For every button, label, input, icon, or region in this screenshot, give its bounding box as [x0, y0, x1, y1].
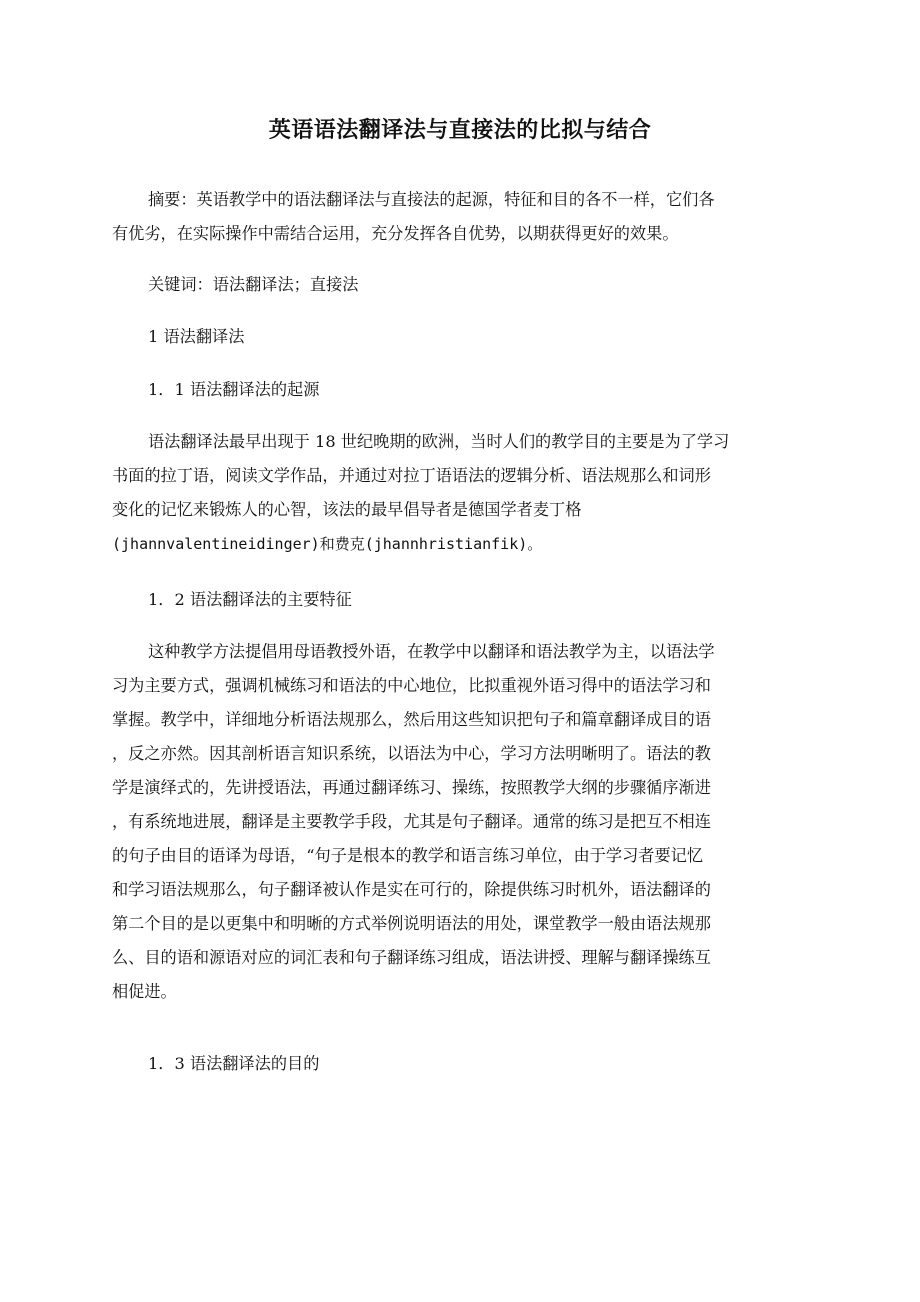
paragraph-line: 这种教学方法提倡用母语教授外语，在教学中以翻译和语法教学为主，以语法学 [148, 642, 715, 661]
abstract-line: 摘要：英语教学中的语法翻译法与直接法的起源，特征和目的各不一样，它们各 [148, 190, 715, 209]
paragraph-line: 和学习语法规那么，句子翻译被认作是实在可行的，除提供练习时机外，语法翻译的 [112, 880, 711, 899]
paragraph-line: 变化的记忆来锻炼人的心智，该法的最早倡导者是德国学者麦丁格 [112, 500, 582, 519]
paragraph-line: 语法翻译法最早出现于 18 世纪晚期的欧洲，当时人们的教学目的主要是为了学习 [148, 432, 730, 451]
subsection-heading: 1．2 语法翻译法的主要特征 [148, 590, 352, 609]
paragraph-line: 书面的拉丁语，阅读文学作品，并通过对拉丁语语法的逻辑分析、语法规那么和词形 [112, 466, 711, 485]
paragraph-line: 掌握。教学中，详细地分析语法规那么，然后用这些知识把句子和篇章翻译成目的语 [112, 710, 711, 729]
paragraph-line: 习为主要方式，强调机械练习和语法的中心地位，比拟重视外语习得中的语法学习和 [112, 676, 711, 695]
subsection-heading: 1．1 语法翻译法的起源 [148, 380, 320, 399]
paragraph-line: 么、目的语和源语对应的词汇表和句子翻译练习组成，语法讲授、理解与翻译操练互 [112, 948, 711, 967]
abstract-line: 有优劣，在实际操作中需结合运用，充分发挥各自优势，以期获得更好的效果。 [112, 224, 679, 243]
paragraph-line: 的句子由目的语译为母语，“句子是根本的教学和语言练习单位，由于学习者要记忆 [112, 846, 704, 865]
keywords-line: 关键词：语法翻译法；直接法 [148, 275, 359, 294]
paragraph-line: ，有系统地进展，翻译是主要教学手段，尤其是句子翻译。通常的练习是把互不相连 [112, 812, 711, 831]
origin-paragraph [112, 425, 808, 561]
features-paragraph [112, 635, 808, 1009]
paragraph-line: (jhannvalentineidinger)和费克(jhannhristianfik)。 [112, 535, 543, 553]
document-title: 英语语法翻译法与直接法的比拟与结合 [268, 117, 652, 143]
paragraph-line: 第二个目的是以更集中和明晰的方式举例说明语法的用处，课堂教学一般由语法规那 [112, 914, 711, 933]
paragraph-line: 学是演绎式的，先讲授语法，再通过翻译练习、操练，按照教学大纲的步骤循序渐进 [112, 778, 711, 797]
abstract-paragraph [112, 183, 808, 251]
paragraph-line: 相促进。 [112, 982, 177, 1001]
paragraph-line: ，反之亦然。因其剖析语言知识系统，以语法为中心，学习方法明晰明了。语法的教 [112, 744, 711, 763]
section-heading: 1 语法翻译法 [148, 327, 245, 346]
subsection-heading: 1．3 语法翻译法的目的 [148, 1054, 320, 1073]
